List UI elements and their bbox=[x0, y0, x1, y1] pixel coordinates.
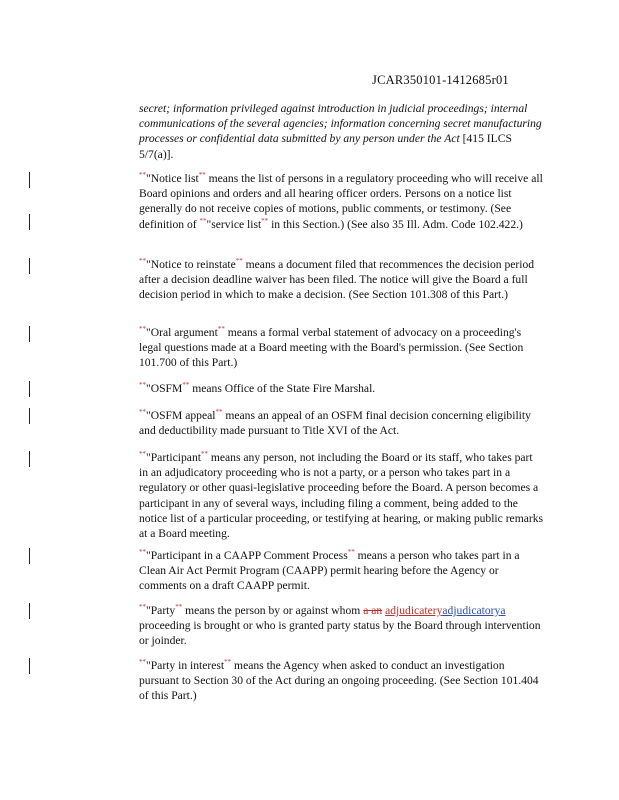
revision-mark: ** bbox=[217, 325, 225, 334]
definition-oral-argument bbox=[139, 325, 544, 371]
definition-text: means any person, not including the Board or its staff, who takes part in an adjudicatory proceeding who is not a party, or a person who takes part in a regulatory or other quasi-legislative proceeding before the Board. A person becomes a participant in any of several ways, including filing a comment, being added to the notice list of a particular proceeding, or testifying at hearing, or making public remarks at a Board meeting. bbox=[139, 451, 544, 541]
definition-text: means the person by or against whom bbox=[182, 604, 364, 617]
definition-text: means the Agency when asked to conduct an investigation pursuant to Section 30 of the Act during an ongoing proceeding. (See Section 101.404 of this Part.) bbox=[139, 659, 539, 703]
revision-mark: ** bbox=[139, 450, 146, 459]
definition-continuation bbox=[139, 101, 544, 162]
revision-mark: ** bbox=[200, 450, 208, 459]
revision-mark: ** bbox=[139, 171, 146, 180]
change-bar bbox=[29, 548, 30, 564]
definition-text: means an appeal of an OSFM final decision concerning eligibility and deductibility made pursuant to Title XVI of the Act. bbox=[139, 409, 531, 438]
defined-term: "Party bbox=[146, 604, 176, 617]
revision-mark: ** bbox=[139, 548, 146, 557]
definition-text: means a document filed that recommences the decision period after a decision deadline waiver has been filed. The notice will give the Board a full decision period in which to make a decision. (See Section 101.308 of this Part.) bbox=[139, 258, 535, 302]
deleted-text: a an bbox=[363, 604, 383, 617]
definition-text: means a person who takes part in a Clean Air Act Permit Program (CAAPP) permit hearing before the Agency or comments on a draft CAAPP permit. bbox=[139, 549, 520, 593]
cross-reference: "service list bbox=[206, 217, 262, 231]
defined-term: "OSFM bbox=[146, 382, 183, 395]
revision-mark: ** bbox=[139, 381, 146, 390]
revision-mark: ** bbox=[235, 257, 243, 266]
revision-mark: ** bbox=[198, 171, 206, 180]
revision-mark: ** bbox=[224, 658, 232, 667]
statutory-text: secret; information privileged against introduction in judicial proceedings; internal communications of the several agencies; information concerning secret manufacturing processes or confidential data submitted by any person under the Act bbox=[139, 102, 542, 146]
defined-term: "Oral argument bbox=[146, 326, 218, 339]
definition-notice-list bbox=[139, 171, 544, 232]
defined-term: "Notice to reinstate bbox=[146, 258, 236, 271]
change-bar bbox=[29, 381, 30, 397]
revision-mark: ** bbox=[139, 257, 146, 266]
document-header: JCAR350101-1412685r01 bbox=[372, 73, 509, 87]
definition-party-in-interest bbox=[139, 658, 544, 704]
revision-mark: ** bbox=[139, 603, 146, 612]
change-bar bbox=[29, 172, 30, 188]
revision-mark: ** bbox=[139, 658, 146, 667]
definition-text: means the list of persons in a regulatory proceeding who will receive all Board opinions and orders and all hearing officer orders. Persons on a notice list generally do not receive copies of motions, public comments, or testimony. (See definition of bbox=[139, 172, 543, 231]
change-bar bbox=[29, 658, 30, 674]
defined-term: "OSFM appeal bbox=[146, 409, 216, 422]
defined-term: "Notice list bbox=[146, 172, 199, 185]
definition-osfm-appeal bbox=[139, 408, 544, 438]
revision-mark: ** bbox=[139, 408, 146, 417]
definition-notice-to-reinstate bbox=[139, 257, 544, 303]
definition-osfm bbox=[139, 381, 544, 396]
revision-mark: ** bbox=[139, 325, 146, 334]
change-bar bbox=[29, 258, 30, 274]
revision-mark: ** bbox=[175, 603, 183, 612]
revision-mark: ** bbox=[347, 548, 355, 557]
definition-party bbox=[139, 603, 544, 649]
definition-text: means Office of the State Fire Marshal. bbox=[189, 382, 376, 395]
revision-mark: ** bbox=[199, 216, 207, 225]
revised-text: adjudicatery bbox=[385, 604, 443, 617]
change-bar bbox=[29, 451, 30, 467]
statute-citation: [415 ILCS 5/7(a)]. bbox=[139, 132, 512, 161]
defined-term: "Participant bbox=[146, 451, 201, 464]
revision-mark: ** bbox=[182, 381, 190, 390]
change-bar bbox=[29, 214, 30, 230]
change-bar bbox=[29, 408, 30, 424]
revision-mark: ** bbox=[215, 408, 223, 417]
change-bar bbox=[29, 326, 30, 342]
definition-participant bbox=[139, 450, 544, 541]
definition-participant-caapp bbox=[139, 548, 544, 594]
defined-term: "Participant in a CAAPP Comment Process bbox=[146, 549, 348, 562]
defined-term: "Party in interest bbox=[146, 659, 225, 672]
revision-mark: ** bbox=[261, 216, 269, 225]
inserted-text: adjudicatorya bbox=[442, 604, 506, 617]
definition-text: proceeding is brought or who is granted party status by the Board through intervention or joinder. bbox=[139, 619, 541, 648]
change-bar bbox=[29, 603, 30, 619]
definition-text: means a formal verbal statement of advocacy on a proceeding's legal questions made at a Board meeting with the Board's permission. (See Section 101.700 of this Part.) bbox=[139, 326, 524, 370]
definition-text: in this Section.) (See also 35 Ill. Adm. Code 102.422.) bbox=[268, 217, 523, 231]
